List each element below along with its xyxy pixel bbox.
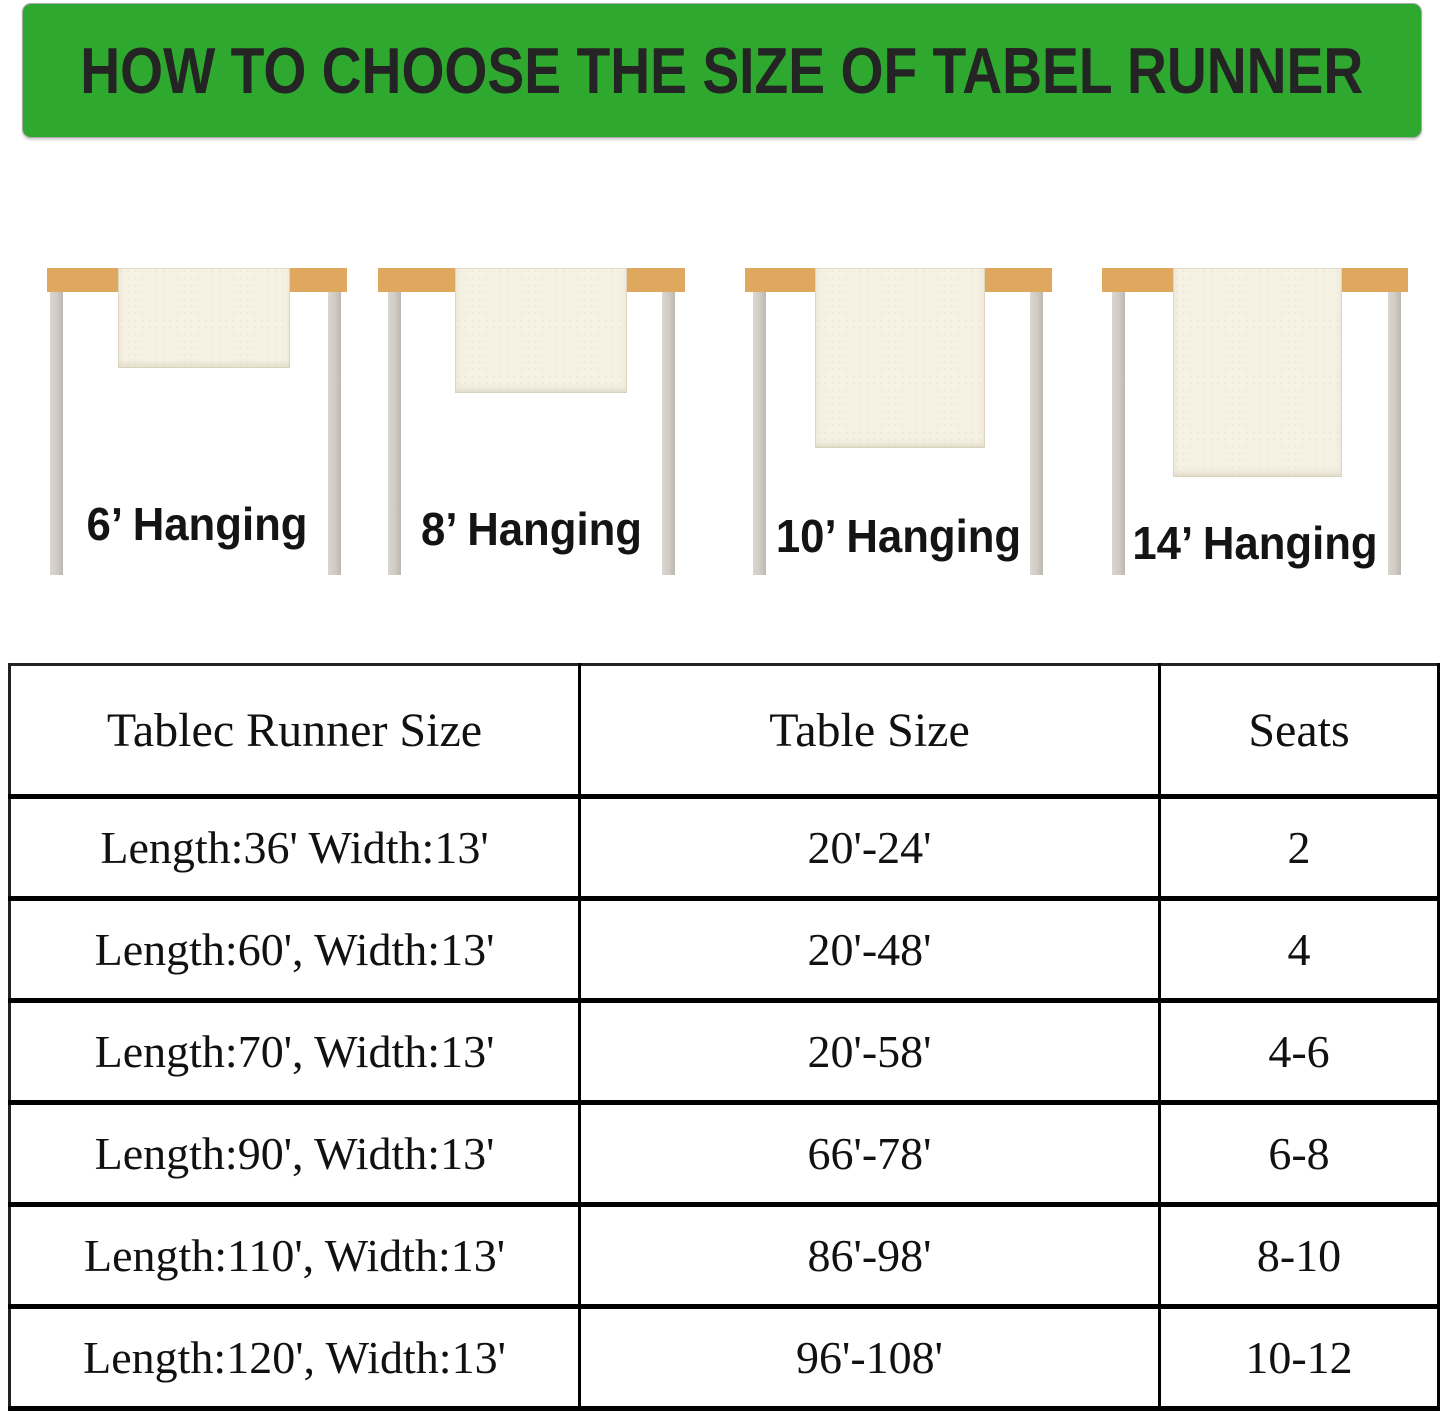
table-cell: Length:36' Width:13' xyxy=(10,797,580,899)
table-cell: 66'-78' xyxy=(580,1103,1160,1205)
table-cell: 10-12 xyxy=(1160,1307,1439,1409)
column-header: Table Size xyxy=(580,665,1160,797)
table-cell: 6-8 xyxy=(1160,1103,1439,1205)
table-runner xyxy=(455,268,627,393)
page-title: HOW TO CHOOSE THE SIZE OF TABEL RUNNER xyxy=(80,34,1364,107)
hang-length-label: 8’ Hanging xyxy=(421,503,642,555)
table-row xyxy=(10,1001,1439,1103)
table-cell: Length:60', Width:13' xyxy=(10,899,580,1001)
table-diagram xyxy=(47,268,347,583)
table-cell: 86'-98' xyxy=(580,1205,1160,1307)
table-cell: Length:110', Width:13' xyxy=(10,1205,580,1307)
table-row xyxy=(10,1307,1439,1409)
table-diagram xyxy=(378,268,685,583)
table-cell: 20'-24' xyxy=(580,797,1160,899)
table-cell: Length:120', Width:13' xyxy=(10,1307,580,1409)
table-cell: Length:90', Width:13' xyxy=(10,1103,580,1205)
hang-length-label: 14’ Hanging xyxy=(1132,517,1378,569)
table-row xyxy=(10,899,1439,1001)
table-runner xyxy=(815,268,985,448)
hang-length-label: 10’ Hanging xyxy=(775,510,1022,562)
table-cell: 20'-58' xyxy=(580,1001,1160,1103)
table-cell: 2 xyxy=(1160,797,1439,899)
table-runner xyxy=(118,268,290,368)
table-runner xyxy=(1173,268,1342,477)
column-header: Seats xyxy=(1160,665,1439,797)
table-row xyxy=(10,797,1439,899)
title-banner xyxy=(22,3,1422,138)
table-row xyxy=(10,1103,1439,1205)
table-cell: 96'-108' xyxy=(580,1307,1160,1409)
hang-length-label: 6’ Hanging xyxy=(86,498,308,550)
table-cell: Length:70', Width:13' xyxy=(10,1001,580,1103)
table-cell: 4 xyxy=(1160,899,1439,1001)
table-cell: 20'-48' xyxy=(580,899,1160,1001)
table-cell: 8-10 xyxy=(1160,1205,1439,1307)
table-diagram xyxy=(1102,268,1408,583)
table-cell: 4-6 xyxy=(1160,1001,1439,1103)
table-row xyxy=(10,1205,1439,1307)
header-row xyxy=(10,665,1439,797)
table-diagram xyxy=(745,268,1052,583)
size-chart-table xyxy=(8,663,1440,1411)
column-header: Tablec Runner Size xyxy=(10,665,580,797)
